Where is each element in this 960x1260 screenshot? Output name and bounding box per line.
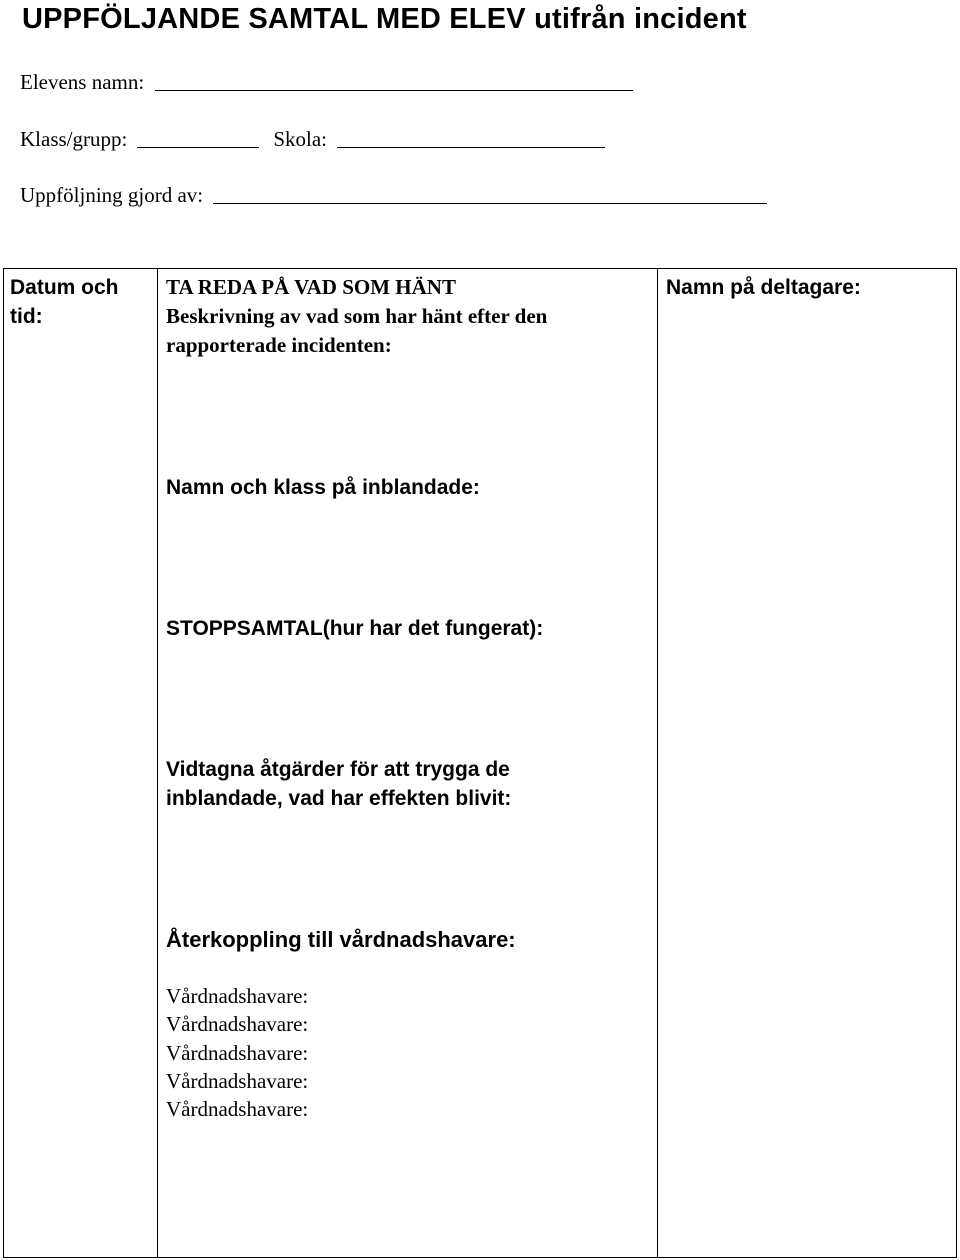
class-school-field — [20, 127, 605, 152]
followed-up-by-field — [20, 183, 767, 208]
guardian-entry[interactable]: Vårdnadshavare: — [166, 1040, 309, 1065]
guardian-entry[interactable]: Vårdnadshavare: — [166, 984, 309, 1008]
class-label: Klass/grupp: — [20, 127, 128, 151]
measures-line1: Vidtagna åtgärder för att trygga de — [166, 758, 510, 781]
measures-label — [166, 755, 511, 813]
incident-table — [3, 268, 957, 1258]
student-name-blank[interactable] — [155, 89, 633, 91]
what-happened-heading — [166, 273, 547, 360]
date-time-cell[interactable] — [10, 273, 119, 331]
guardian-entry[interactable]: Vårdnadshavare: — [166, 1068, 309, 1093]
followed-up-by-label: Uppföljning gjord av: — [20, 183, 204, 207]
what-happened-title: TA REDA PÅ VAD SOM HÄNT — [166, 275, 456, 299]
measures-line2: inblandade, vad har effekten blivit: — [166, 787, 512, 810]
participants-label: Namn på deltagare: — [666, 276, 861, 299]
class-blank[interactable] — [137, 146, 259, 148]
guardian-list — [166, 982, 308, 1123]
student-name-label: Elevens namn: — [20, 70, 145, 94]
school-blank[interactable] — [337, 146, 605, 148]
date-time-label-line1: Datum och — [10, 276, 119, 299]
student-name-field — [20, 70, 633, 95]
school-label: Skola: — [273, 127, 327, 151]
page-title: UPPFÖLJANDE SAMTAL MED ELEV utifrån incident — [22, 3, 747, 35]
column-divider — [157, 269, 158, 1257]
followed-up-by-blank[interactable] — [213, 202, 767, 204]
feedback-label: Återkoppling till vårdnadshavare: — [166, 927, 516, 952]
date-time-label-line2: tid: — [10, 305, 43, 328]
description-line1: Beskrivning av vad som har hänt efter den — [166, 304, 548, 328]
column-divider — [657, 269, 658, 1257]
description-line2: rapporterade incidenten: — [166, 333, 392, 357]
stop-talk-label: STOPPSAMTAL(hur har det fungerat): — [166, 617, 544, 640]
guardian-entry[interactable]: Vårdnadshavare: — [166, 1012, 309, 1037]
involved-label: Namn och klass på inblandade: — [166, 476, 480, 499]
guardian-entry[interactable]: Vårdnadshavare: — [166, 1097, 309, 1122]
